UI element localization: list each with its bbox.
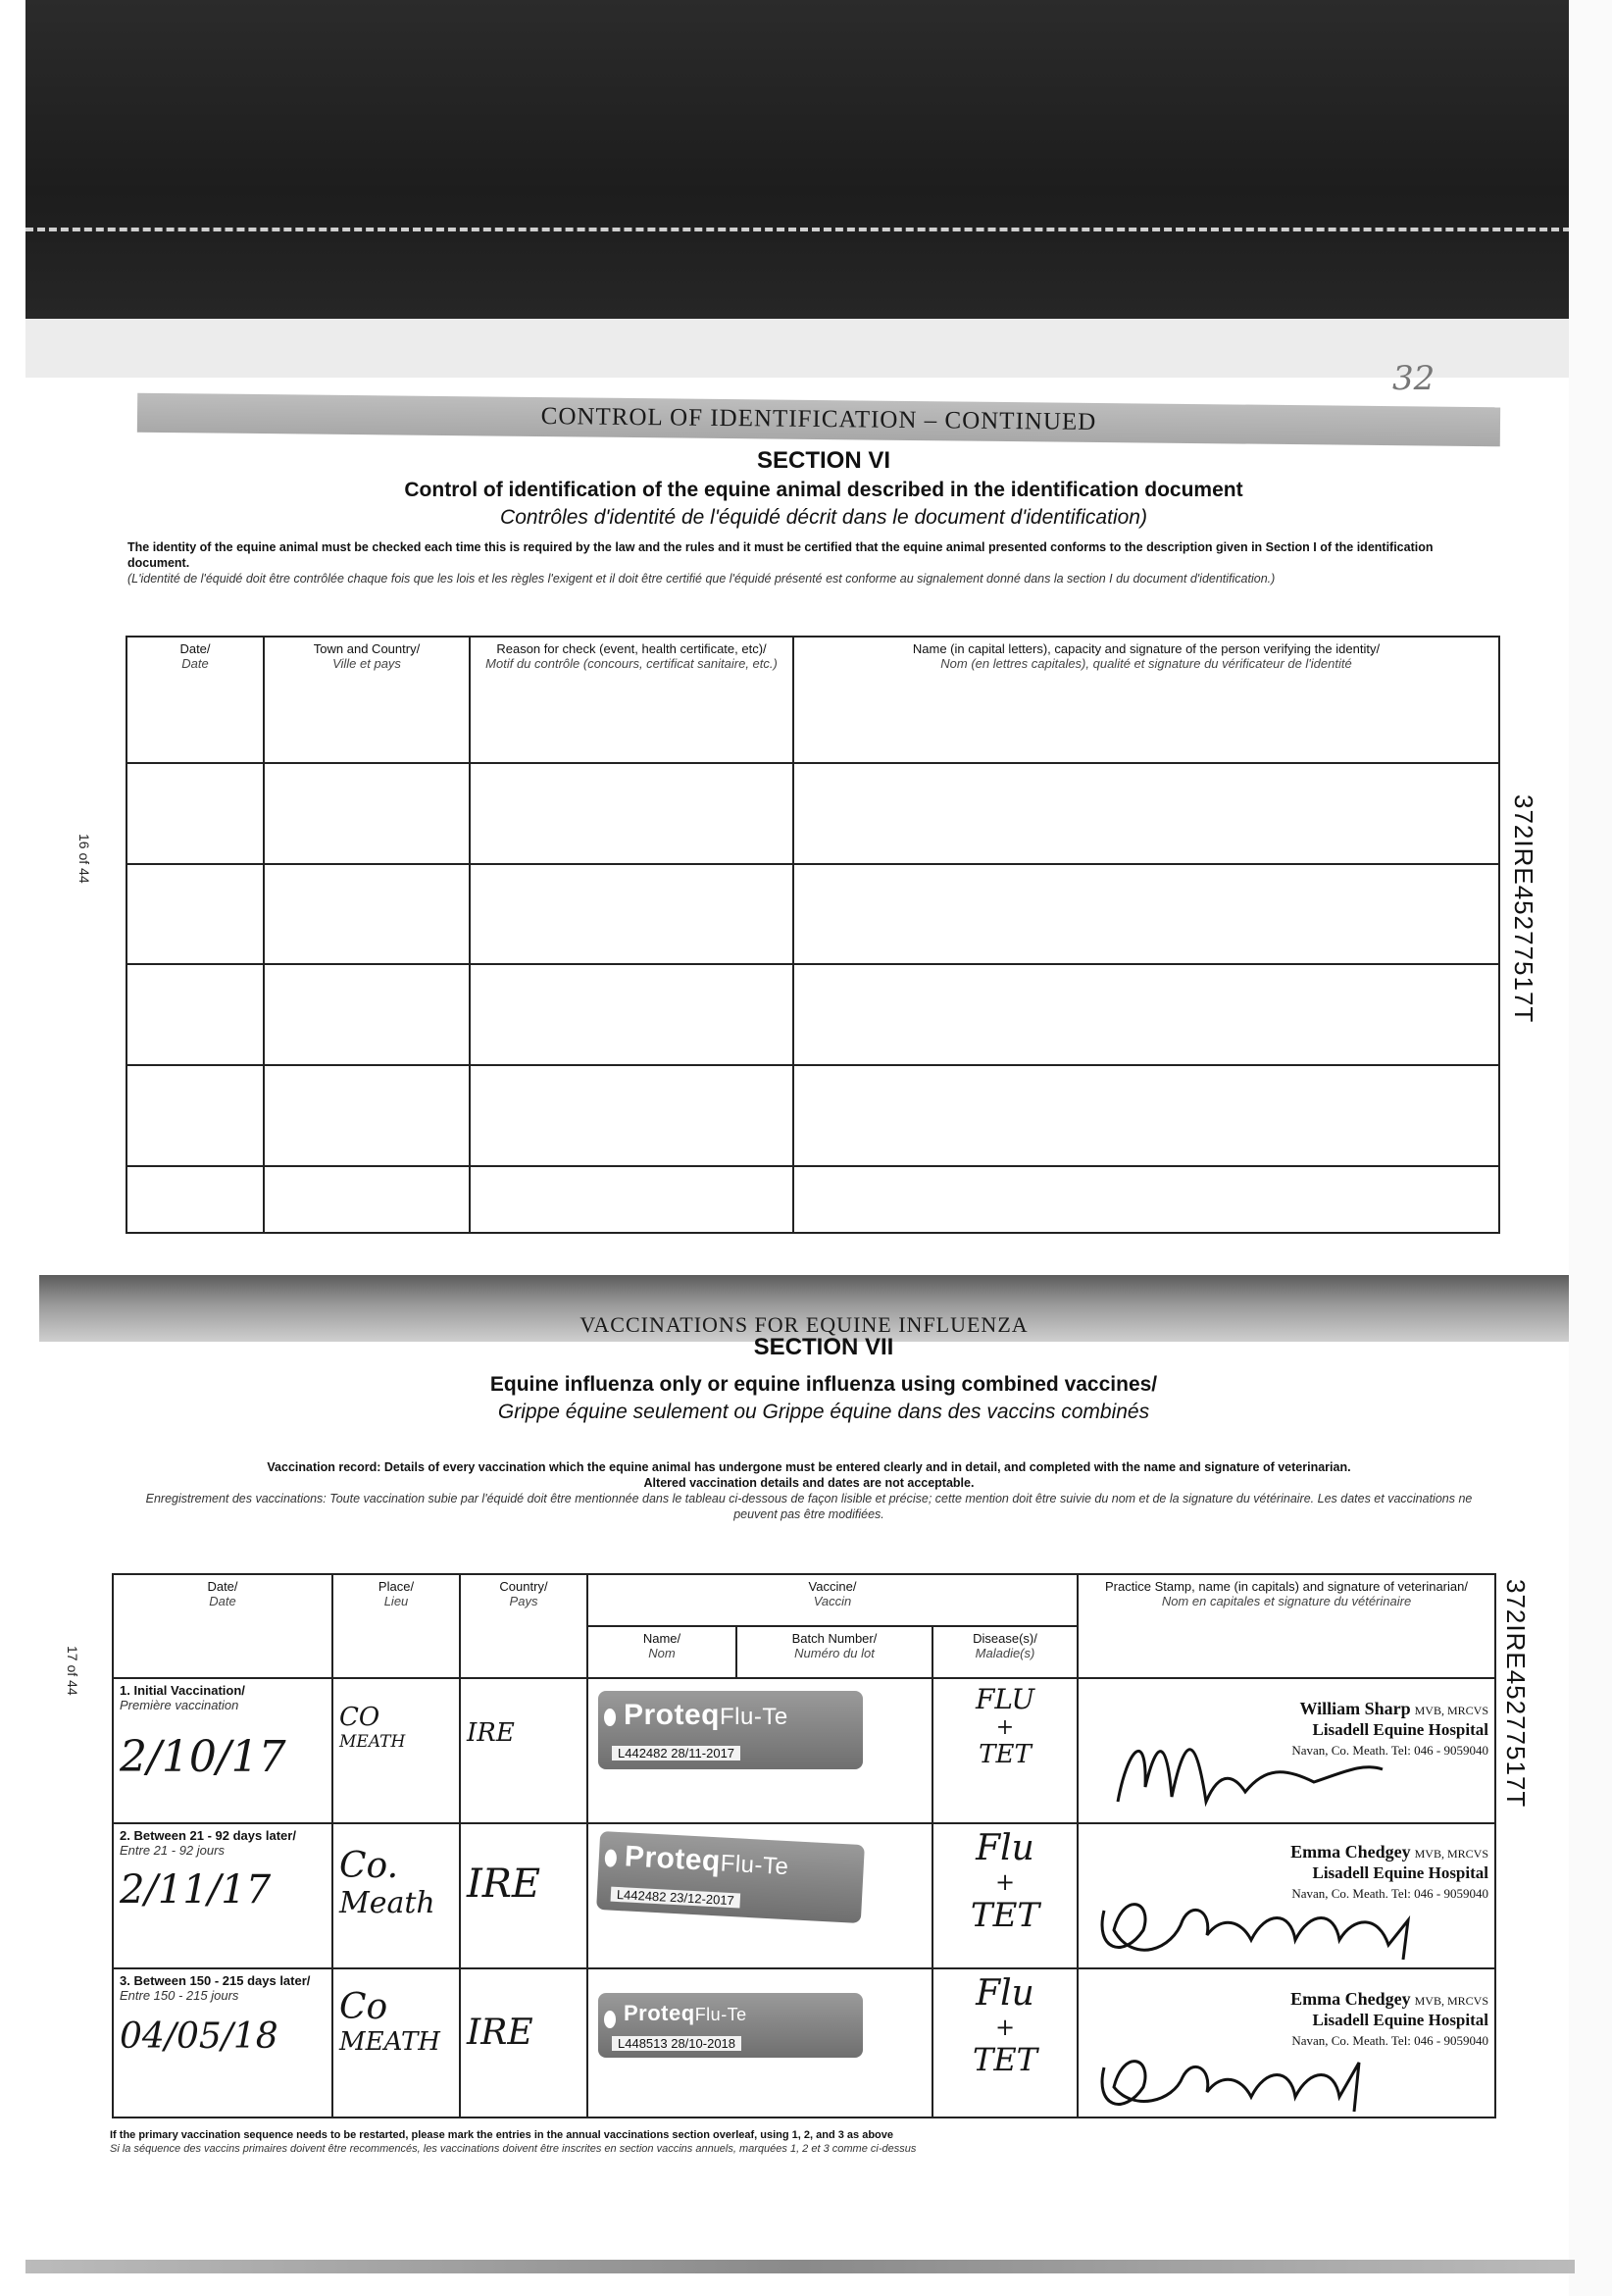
practice-stamp: Emma Chedgey MVB, MRCVS Lisadell Equine Hospital Navan, Co. Meath. Tel: 046 - 9059040 [1290,1988,1488,2048]
vacc-place-cell: Co MEATH [332,1968,460,2117]
scanned-dark-top-band [25,0,1583,319]
section-vi-heading-en: Control of identification of the equine animal described in the identification document [404,479,1243,501]
vacc-date-cell: 2. Between 21 - 92 days later/ Entre 21 - 92 jours 2/11/17 [113,1823,332,1968]
vacc-date: 2/10/17 [120,1731,286,1782]
droplet-icon [604,2011,616,2028]
perforation-line [25,228,1583,231]
table-row [126,1166,1499,1233]
bottom-scan-edge [25,2260,1575,2273]
section-vi-title: SECTION VI [756,447,891,474]
vacc-disease-cell: Flu + TET [932,1823,1078,1968]
document-id-upper: 372IRE45277517T [1509,794,1538,1024]
vacc-header-row-1 [113,1574,1495,1626]
vacc-country-cell: IRE [460,1678,587,1823]
vacc-disease-cell: FLU + TET [932,1678,1078,1823]
vacc-col-date: Date/ Date [113,1574,332,1678]
vacc-col-batch: Batch Number/ Numéro du lot [736,1626,932,1678]
vet-stamp-cell [1078,1678,1495,1823]
vacc-date: 2/11/17 [120,1866,272,1913]
vaccine-sticker: ProteqFlu-Te L442482 28/11-2017 [598,1691,863,1769]
table-row [126,763,1499,864]
vaccination-table [112,1573,1496,2118]
page-number-16: 16 of 44 [76,834,92,884]
vaccination-record-en: Details of every vaccination which the equine animal has undergone must be entered clearly and in detail, and completed with the name and signature of veterinarian. [383,1460,1351,1474]
vacc-disease-cell: Flu + TET [932,1968,1078,2117]
col-reason: Reason for check (event, health certificate, etc)/ Motif du contrôle (concours, certificat sanitaire, etc.) [470,637,793,763]
vet-signature [1084,1871,1477,1964]
vacc-col-vaccine: Vaccine/ Vaccin [587,1574,1078,1626]
vet-signature [1084,2028,1477,2117]
droplet-icon [604,1709,616,1726]
practice-stamp: William Sharp MVB, MRCVS Lisadell Equine Hospital Navan, Co. Meath. Tel: 046 - 9059040 [1291,1698,1488,1758]
table-row [126,964,1499,1065]
section-vii-heading-en: Equine influenza only or equine influenza using combined vaccines/ [489,1373,1158,1396]
vacc-country-cell: IRE [460,1968,587,2117]
vet-stamp-cell [1078,1968,1495,2117]
document-id-lower: 372IRE45277517T [1501,1579,1531,1809]
vet-signature [1088,1709,1471,1816]
section-vi-note-fr: (L'identité de l'équidé doit être contrôlée chaque fois que les lois et les règles l'exigent et il doit être certifié que l'équidé présenté est conforme au signalement donné dans la section I du document d'identification.) [127,572,1276,586]
section-vii-title: SECTION VII [753,1334,894,1360]
col-verifier: Name (in capital letters), capacity and signature of the person verifying the identity/ Nom (en lettres capitales), qualité et signature du vérificateur de l'identité [793,637,1499,763]
col-town-country: Town and Country/ Ville et pays [264,637,470,763]
vaccination-row-3 [113,1968,1495,2117]
batch-number: L442482 23/12-2017 [611,1886,741,1908]
vaccinations-banner-text: VACCINATIONS FOR EQUINE INFLUENZA [579,1312,1029,1337]
vaccination-record-en2: Altered vaccination details and dates are not acceptable. [643,1476,975,1490]
vaccination-record-label: Vaccination record: [267,1460,381,1474]
footer-fr: Si la séquence des vaccins primaires doivent être recommencés, les vaccinations doivent être inscrites en section vaccins annuels, marquées 1, 2 et 3 comme ci-dessus [110,2143,917,2155]
practice-stamp: Emma Chedgey MVB, MRCVS Lisadell Equine Hospital Navan, Co. Meath. Tel: 046 - 9059040 [1290,1841,1488,1901]
footer-en: If the primary vaccination sequence needs to be restarted, please mark the entries in the annual vaccinations section overleaf, using 1, 2, and 3 as above [110,2129,894,2141]
table-row [126,1065,1499,1166]
vacc-date-cell: 3. Between 150 - 215 days later/ Entre 150 - 215 jours 04/05/18 [113,1968,332,2117]
vaccine-sticker: ProteqFlu-Te L448513 28/10-2018 [598,1993,863,2058]
table-header-row [126,637,1499,763]
page-edge [1569,0,1612,2296]
vaccination-row-1 [113,1678,1495,1823]
corner-handwritten-mark: 32 [1392,359,1436,398]
page-number-17: 17 of 44 [65,1646,80,1696]
vaccinations-banner [39,1275,1569,1342]
vacc-col-country: Country/ Pays [460,1574,587,1678]
vaccine-sticker-cell [587,1968,932,2117]
vacc-date: 04/05/18 [120,2015,278,2057]
vacc-col-name: Name/ Nom [587,1626,736,1678]
vaccine-sticker: ProteqFlu-Te L442482 23/12-2017 [596,1831,865,1923]
vet-stamp-cell [1078,1823,1495,1968]
control-identification-banner: CONTROL OF IDENTIFICATION – CONTINUED [137,393,1500,447]
vaccination-row-2 [113,1823,1495,1968]
batch-number: L442482 28/11-2017 [612,1746,740,1760]
vaccine-sticker-cell [587,1678,932,1823]
vacc-date-cell: 1. Initial Vaccination/ Première vaccination 2/10/17 [113,1678,332,1823]
batch-number: L448513 28/10-2018 [612,2036,741,2051]
identification-checks-table [126,636,1500,1234]
section-vi-note-en: The identity of the equine animal must be checked each time this is required by the law and the rules and it must be certified that the equine animal presented conforms to the description given in Section I of the identification document. [127,540,1434,570]
vacc-col-stamp: Practice Stamp, name (in capitals) and signature of veterinarian/ Nom en capitales et signature du vétérinaire [1078,1574,1495,1678]
table-row [126,864,1499,965]
vacc-country-cell: IRE [460,1823,587,1968]
vacc-col-place: Place/ Lieu [332,1574,460,1678]
section-vi-note [127,539,1481,587]
section-vi-heading-fr: Contrôles d'identité de l'équidé décrit dans le document d'identification) [500,506,1147,529]
section-vii-note [123,1459,1495,1522]
vacc-place-cell: CO MEATH [332,1678,460,1823]
droplet-icon [604,1849,617,1867]
vacc-col-disease: Disease(s)/ Maladie(s) [932,1626,1078,1678]
section-vii-heading-fr: Grippe équine seulement ou Grippe équine dans des vaccins combinés [497,1401,1150,1423]
vacc-place-cell: Co. Meath [332,1823,460,1968]
vaccine-sticker-cell [587,1823,932,1968]
col-date: Date/ Date [126,637,264,763]
vaccination-record-fr: Enregistrement des vaccinations: Toute vaccination subie par l'équidé doit être mentionnée dans le tableau ci-dessous de façon lisible et précise; cette mention doit être suivie du nom et de la signature du vétérinaire. Les dates et vaccinations ne peuvent pas être modifiées. [145,1492,1473,1521]
section-vii-footer [110,2128,1483,2156]
scan-shadow [25,319,1583,378]
